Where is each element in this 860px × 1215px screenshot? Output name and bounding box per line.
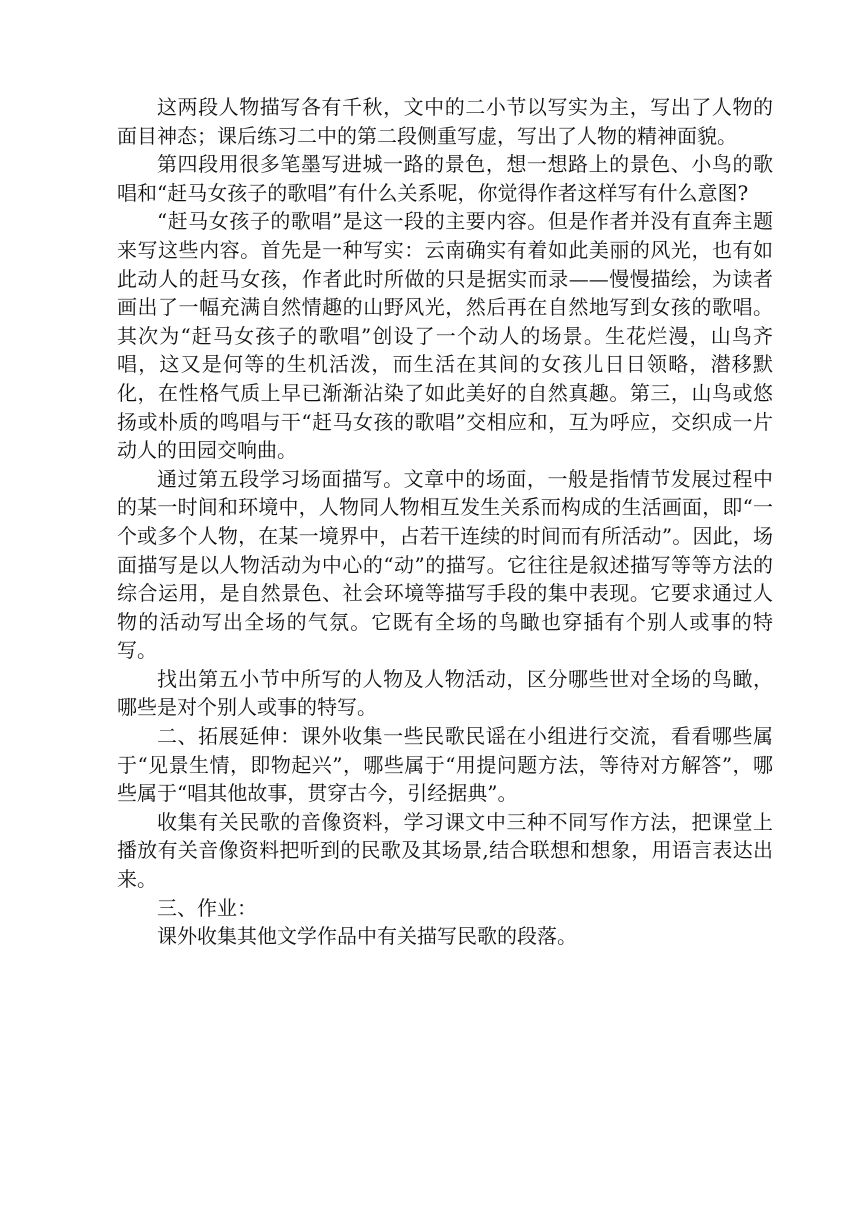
paragraph-character-description: 这两段人物描写各有千秋，文中的二小节以写实为主，写出了人物的面目神态；课后练习二中的第二段侧重写虚，写出了人物的精神面貌。 (117, 95, 773, 148)
paragraph-homework-task: 课外收集其他文学作品中有关描写民歌的段落。 (157, 924, 577, 949)
paragraph-audio-materials: 收集有关民歌的音像资料，学习课文中三种不同写作方法，把课堂上播放有关音像资料把听到的民歌及其场景,结合联想和想象，用语言表达出来。 (117, 809, 773, 892)
paragraph-homework-heading: 三、作业： (157, 895, 257, 920)
paragraph-fourth-section-question: 第四段用很多笔墨写进城一路的景色，想一想路上的景色、小鸟的歌唱和“赶马女孩子的歌唱”有什么关系呢，你觉得作者这样写有什么意图? (117, 152, 773, 205)
document-body (117, 93, 773, 951)
paragraph-scene-description: 通过第五段学习场面描写。文章中的场面，一般是指情节发展过程中的某一时间和环境中，人物同人物相互发生关系而构成的生活画面，即“一个或多个人物，在某一境界中，占若干连续的时间而有所活动”。因此，场面描写是以人物活动为中心的“动”的描写。它往往是叙述描写等等方法的综合运用，是自然景色、社会环境等描写手段的集中表现。它要求通过人物的活动写出全场的气氛。它既有全场的鸟瞰也穿插有个别人或事的特写。 (117, 466, 773, 663)
paragraph-fifth-section-task: 找出第五小节中所写的人物及人物活动，区分哪些世对全场的鸟瞰，哪些是对个别人或事的特写。 (117, 666, 773, 720)
paragraph-extension: 二、拓展延伸：课外收集一些民歌民谣在小组进行交流，看看哪些属于“见景生情，即物起兴”，哪些属于“用提问题方法，等待对方解答”，哪些属于“唱其他故事，贯穿古今，引经据典”。 (117, 724, 773, 806)
paragraph-girl-singing-analysis: “赶马女孩子的歌唱”是这一段的主要内容。但是作者并没有直奔主题来写这些内容。首先是一种写实：云南确实有着如此美丽的风光，也有如此动人的赶马女孩，作者此时所做的只是据实而录——慢慢描绘，为读者画出了一幅充满自然情趣的山野风光，然后再在自然地写到女孩的歌唱。其次为“赶马女孩子的歌唱”创设了一个动人的场景。生花烂漫，山鸟齐唱，这又是何等的生机活泼，而生活在其间的女孩儿日日领略，潜移默化，在性格气质上早已渐渐沾染了如此美好的自然真趣。第三，山鸟或悠扬或朴质的鸣唱与干“赶马女孩的歌唱”交相应和，互为呼应，交织成一片动人的田园交响曲。 (117, 209, 773, 463)
